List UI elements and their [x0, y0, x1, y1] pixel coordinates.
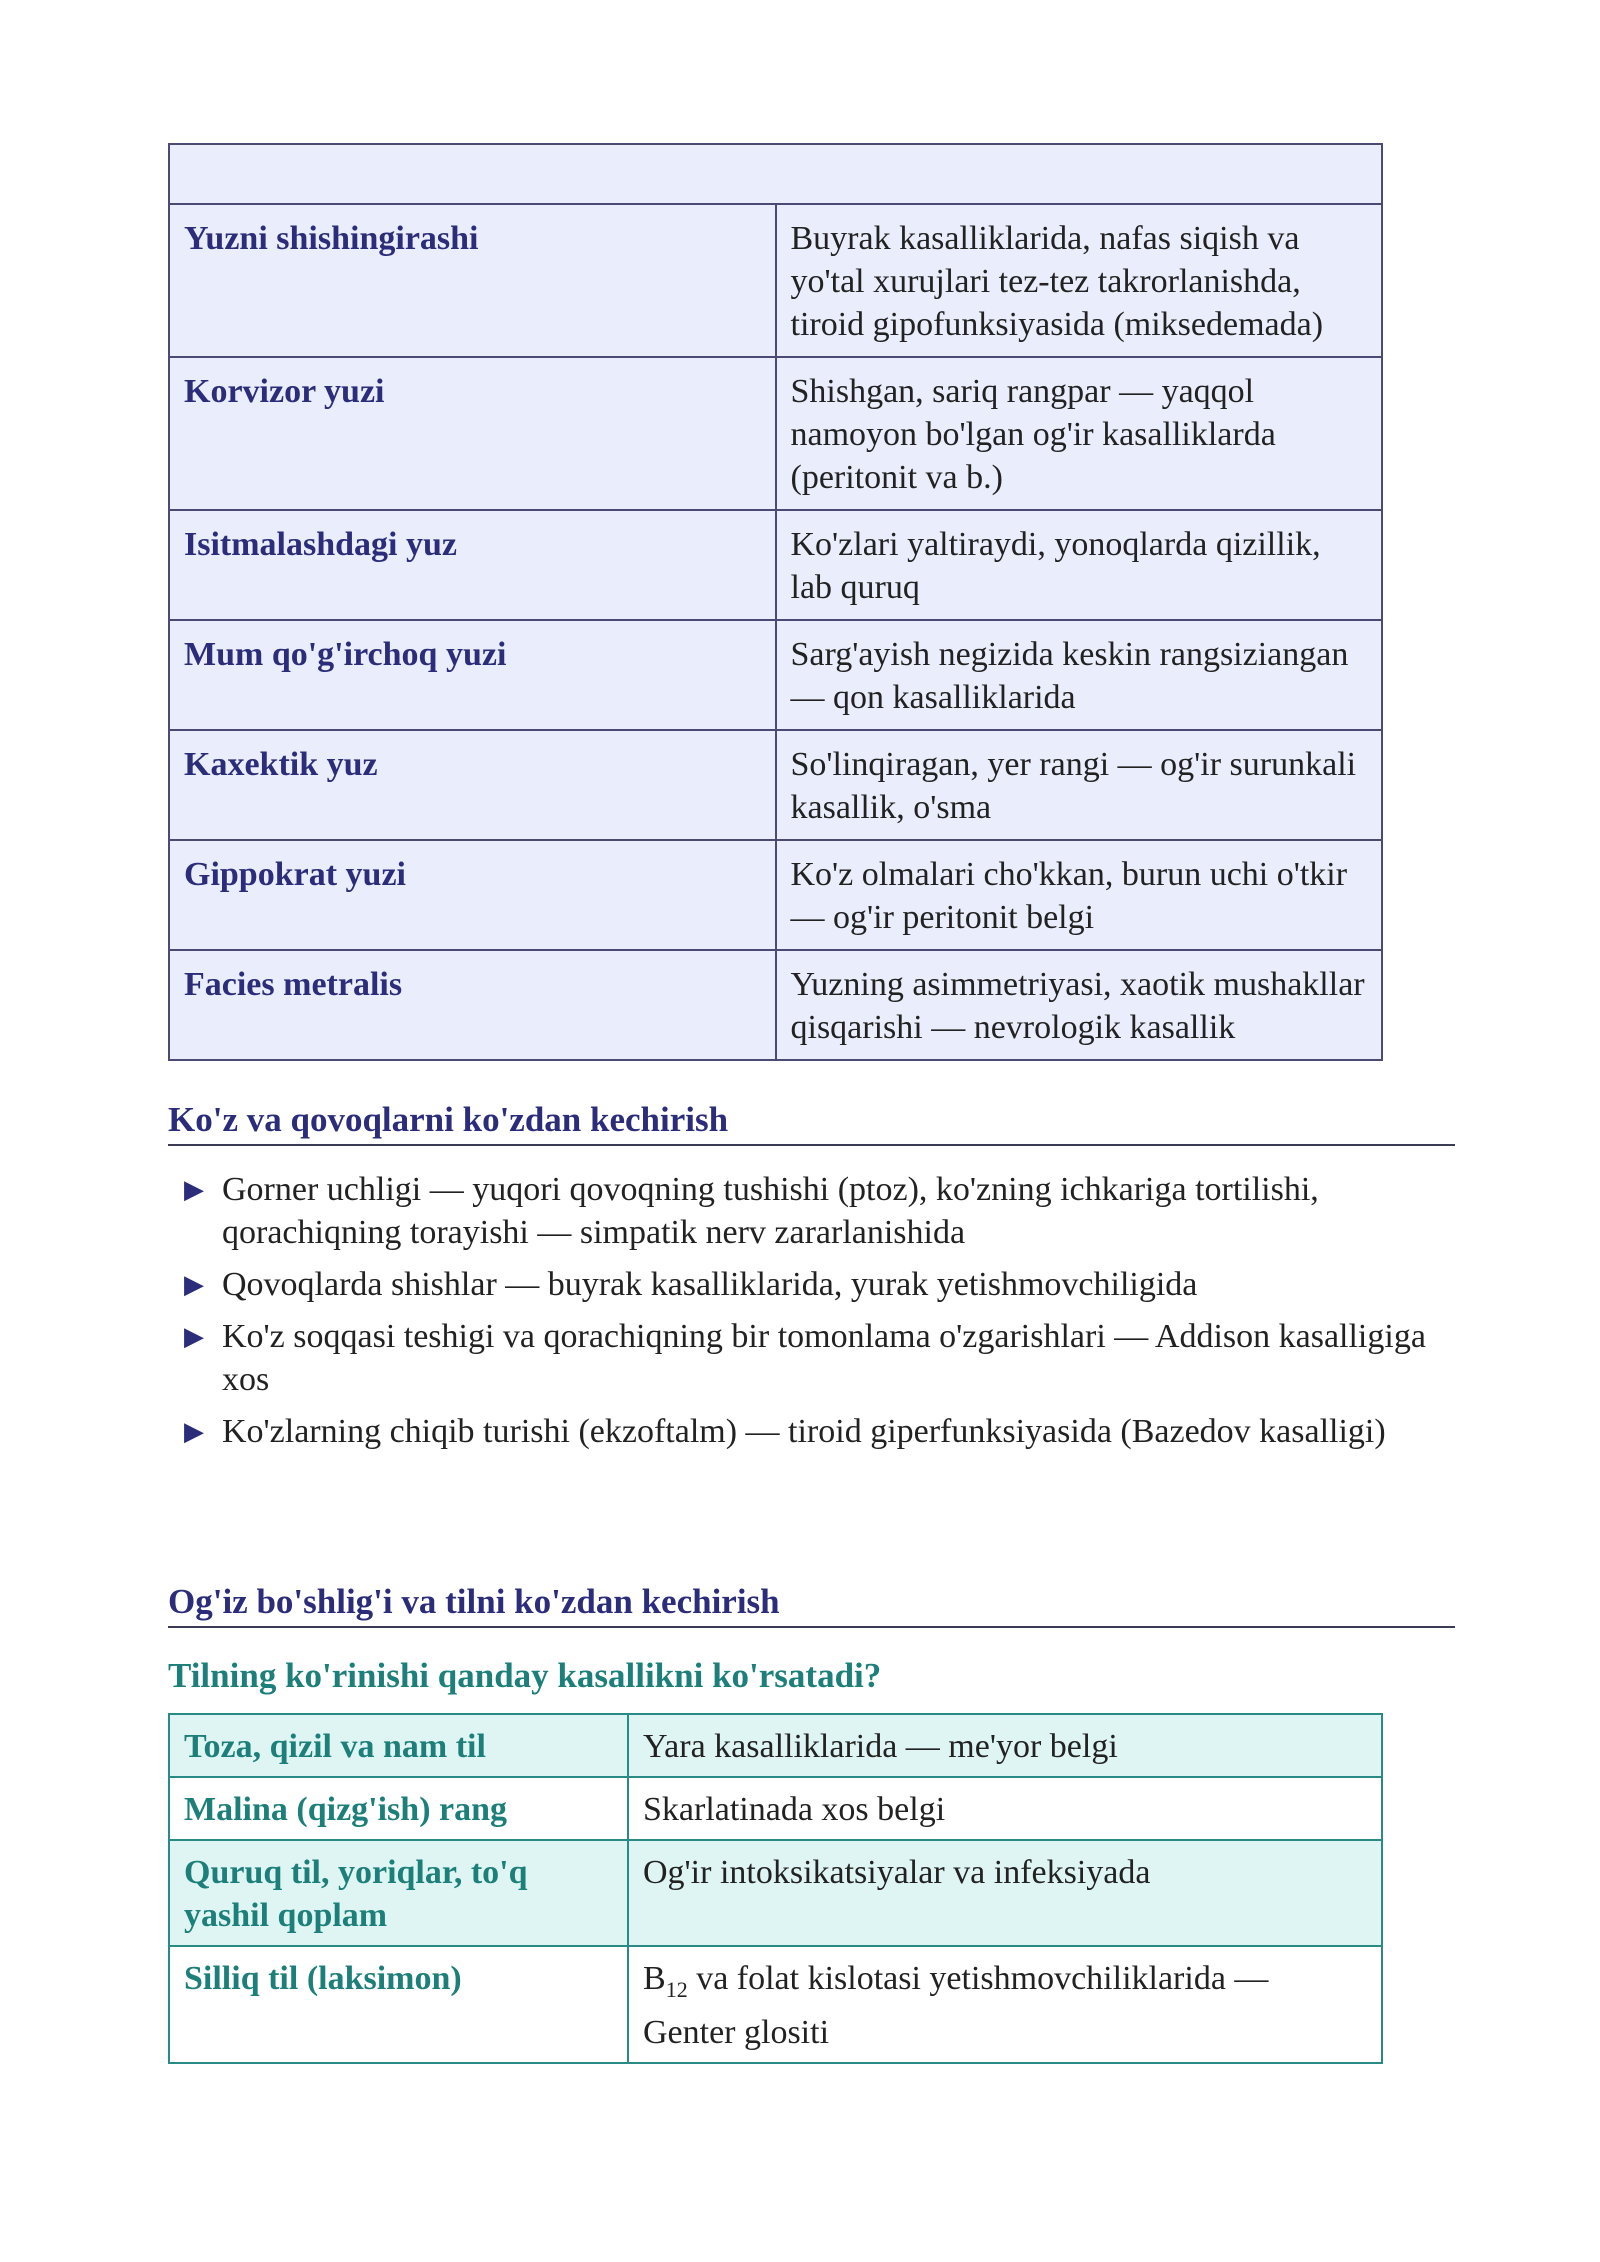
face-description: Sarg'ayish negizida keskin rangsiziangan — qon kasalliklarida [776, 620, 1383, 730]
tongue-description: Yara kasalliklarida — me'yor belgi [628, 1714, 1382, 1777]
tongue-description: Og'ir intoksikatsiyalar va infeksiyada [628, 1840, 1382, 1946]
table-row [169, 204, 1382, 357]
eyes-section-heading: Ko'z va qovoqlarni ko'zdan kechirish [168, 1100, 1455, 1146]
list-item [184, 1410, 1444, 1453]
list-item [184, 1315, 1444, 1401]
list-item-text: Qovoqlarda shishlar — buyrak kasalliklarida, yurak yetishmovchiligida [222, 1266, 1198, 1303]
face-term: Gippokrat yuzi [169, 840, 776, 950]
face-term: Mum qo'g'irchoq yuzi [169, 620, 776, 730]
tongue-subheading: Tilning ko'rinishi qanday kasallikni ko'rsatadi? [168, 1656, 882, 1695]
tongue-term: Quruq til, yoriqlar, to'q yashil qoplam [169, 1840, 628, 1946]
triangle-bullet-icon: ▶ [184, 1417, 204, 1446]
tongue-term: Malina (qizg'ish) rang [169, 1777, 628, 1840]
table-header-cell [169, 144, 1382, 204]
face-term: Kaxektik yuz [169, 730, 776, 840]
face-description: Shishgan, sariq rangpar — yaqqol namoyon bo'lgan og'ir kasalliklarda (peritonit va b.) [776, 357, 1383, 510]
table-row [169, 1714, 1382, 1777]
face-types-table [168, 143, 1383, 1061]
tongue-term: Toza, qizil va nam til [169, 1714, 628, 1777]
face-description: Ko'z olmalari cho'kkan, burun uchi o'tkir — og'ir peritonit belgi [776, 840, 1383, 950]
face-term: Korvizor yuzi [169, 357, 776, 510]
vitamin-letter: B [643, 1960, 666, 1997]
face-description: Ko'zlari yaltiraydi, yonoqlarda qizillik, lab quruq [776, 510, 1383, 620]
triangle-bullet-icon: ▶ [184, 1270, 204, 1299]
triangle-bullet-icon: ▶ [184, 1322, 204, 1351]
tongue-description-text: va folat kislotasi yetishmovchiliklarida — Genter glositi [643, 1960, 1269, 2051]
table-header-row [169, 144, 1382, 204]
tongue-term: Silliq til (laksimon) [169, 1946, 628, 2063]
list-item-text: Ko'zlarning chiqib turishi (ekzoftalm) — tiroid giperfunksiyasida (Bazedov kasalligi) [222, 1413, 1386, 1450]
tongue-description [628, 1946, 1382, 2063]
face-term: Isitmalashdagi yuz [169, 510, 776, 620]
face-description: So'linqiragan, yer rangi — og'ir surunkali kasallik, o'sma [776, 730, 1383, 840]
tongue-table [168, 1713, 1383, 2064]
table-row [169, 357, 1382, 510]
face-term: Yuzni shishingirashi [169, 204, 776, 357]
tongue-description: Skarlatinada xos belgi [628, 1777, 1382, 1840]
face-description: Buyrak kasalliklarida, nafas siqish va yo'tal xurujlari tez-tez takrorlanishda, tiroid gipofunksiyasida (miksedemada) [776, 204, 1383, 357]
table-row [169, 840, 1382, 950]
table-row [169, 620, 1382, 730]
list-item [184, 1263, 1444, 1306]
table-row [169, 730, 1382, 840]
face-description: Yuzning asimmetriyasi, xaotik mushakllar qisqarishi — nevrologik kasallik [776, 950, 1383, 1060]
table-row [169, 1840, 1382, 1946]
list-item-text: Gorner uchligi — yuqori qovoqning tushishi (ptoz), ko'zning ichkariga tortilishi, qorachiqning torayishi — simpatik nerv zararlanishida [222, 1171, 1319, 1251]
list-item-text: Ko'z soqqasi teshigi va qorachiqning bir tomonlama o'zgarishlari — Addison kasalligiga xos [222, 1318, 1426, 1398]
list-item [184, 1168, 1444, 1254]
table-row [169, 510, 1382, 620]
eyes-bullet-list [184, 1168, 1444, 1462]
table-row [169, 1777, 1382, 1840]
table-row [169, 1946, 1382, 2063]
table-row [169, 950, 1382, 1060]
vitamin-subscript: 12 [665, 1976, 688, 2002]
triangle-bullet-icon: ▶ [184, 1175, 204, 1204]
mouth-section-heading: Og'iz bo'shlig'i va tilni ko'zdan kechirish [168, 1582, 1455, 1628]
face-term: Facies metralis [169, 950, 776, 1060]
